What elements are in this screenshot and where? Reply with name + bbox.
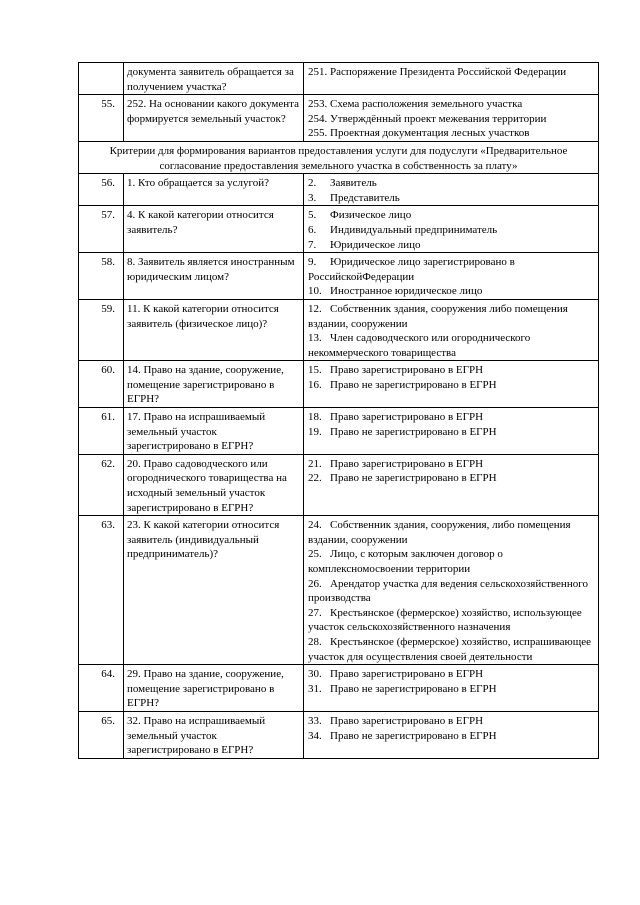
table-row — [79, 206, 599, 253]
answer-text: Заявитель — [330, 177, 377, 190]
answer-text: Крестьянское (фермерское) хозяйство, использующее участок сельскохозяйственного назначения — [308, 606, 582, 634]
answer-text: Право зарегистрировано в ЕГРН — [330, 411, 484, 424]
answer-option — [308, 606, 596, 635]
question-cell: 32. Право на испрашиваемый земельный участок зарегистрировано в ЕГРН? — [124, 711, 304, 758]
answer-number: 9. — [308, 256, 317, 269]
answers-cell — [304, 95, 599, 142]
answer-number: 253. — [308, 98, 328, 111]
answer-option — [308, 410, 596, 425]
answer-number: 3. — [308, 191, 317, 204]
table-row — [79, 711, 599, 758]
answer-number: 5. — [308, 209, 317, 222]
answer-number: 13. — [308, 332, 322, 345]
answer-option — [308, 518, 596, 547]
question-cell: 8. Заявитель является иностранным юридическим лицом? — [124, 253, 304, 300]
answer-option — [308, 112, 596, 127]
answer-text: Крестьянское (фермерское) хозяйство, испрашивающее участок для осуществления своей деятельности — [308, 635, 591, 663]
table-row — [79, 253, 599, 300]
answers-cell — [304, 516, 599, 665]
answers-cell — [304, 361, 599, 408]
criteria-table — [78, 62, 599, 759]
answer-number: 7. — [308, 238, 317, 251]
row-number: 63. — [79, 516, 124, 665]
table-row — [79, 361, 599, 408]
answer-option — [308, 729, 596, 744]
answer-text: Право зарегистрировано в ЕГРН — [330, 364, 484, 377]
answer-option — [308, 378, 596, 393]
answer-number: 19. — [308, 425, 322, 438]
question-cell: 1. Кто обращается за услугой? — [124, 174, 304, 206]
answer-option — [308, 457, 596, 472]
question-cell: 29. Право на здание, сооружение, помещение зарегистрировано в ЕГРН? — [124, 665, 304, 712]
question-cell: 20. Право садоводческого или огороднического товарищества на исходный земельный участок зарегистрировано в ЕГРН? — [124, 454, 304, 515]
answer-option — [308, 363, 596, 378]
answers-cell — [304, 253, 599, 300]
table-row — [79, 408, 599, 455]
answer-number: 12. — [308, 302, 322, 315]
answers-cell — [304, 63, 599, 95]
answer-text: Представитель — [330, 191, 400, 204]
answer-number: 25. — [308, 548, 322, 561]
answer-number: 24. — [308, 519, 322, 532]
answer-option — [308, 284, 596, 299]
answer-option — [308, 126, 596, 141]
row-number: 62. — [79, 454, 124, 515]
table-row — [79, 174, 599, 206]
answer-number: 10. — [308, 285, 322, 298]
table-row — [79, 299, 599, 360]
answers-cell — [304, 206, 599, 253]
question-cell: 17. Право на испрашиваемый земельный участок зарегистрировано в ЕГРН? — [124, 408, 304, 455]
answer-number: 33. — [308, 714, 322, 727]
answer-text: Право зарегистрировано в ЕГРН — [330, 714, 484, 727]
answers-cell — [304, 454, 599, 515]
answers-cell — [304, 711, 599, 758]
row-number: 64. — [79, 665, 124, 712]
answer-option — [308, 577, 596, 606]
answer-number: 34. — [308, 729, 322, 742]
answer-text: Право не зарегистрировано в ЕГРН — [330, 425, 497, 438]
answer-number: 255. — [308, 127, 328, 140]
answer-number: 254. — [308, 112, 328, 125]
answer-option — [308, 302, 596, 331]
answer-text: Право не зарегистрировано в ЕГРН — [330, 729, 497, 742]
answer-text: Собственник здания, сооружения либо помещения вздании, сооружении — [308, 302, 568, 330]
answer-option — [308, 208, 596, 223]
answer-option — [308, 682, 596, 697]
answer-number: 31. — [308, 682, 322, 695]
table-row — [79, 454, 599, 515]
answer-text: Собственник здания, сооружения, либо помещения вздании, сооружении — [308, 519, 571, 546]
row-number: 61. — [79, 408, 124, 455]
answer-number: 27. — [308, 606, 322, 619]
question-cell: 4. К какой категории относится заявитель? — [124, 206, 304, 253]
table-row — [79, 516, 599, 665]
answer-option — [308, 191, 596, 206]
answer-text: Юридическое лицо зарегистрировано в РоссийскойФедерации — [308, 256, 515, 283]
row-number: 59. — [79, 299, 124, 360]
answer-text: Утверждённый проект межевания территории — [330, 112, 547, 125]
answer-option — [308, 97, 596, 112]
answer-number: 26. — [308, 577, 322, 590]
answer-text: Арендатор участка для ведения сельскохозяйственного производства — [308, 577, 588, 605]
answer-number: 18. — [308, 411, 322, 424]
answer-number: 22. — [308, 472, 322, 485]
answer-number: 15. — [308, 364, 322, 377]
answer-option — [308, 331, 596, 360]
question-cell: 11. К какой категории относится заявитель (физическое лицо)? — [124, 299, 304, 360]
answer-option — [308, 667, 596, 682]
row-number: 56. — [79, 174, 124, 206]
answer-text: Право не зарегистрировано в ЕГРН — [330, 378, 497, 391]
answer-option — [308, 714, 596, 729]
answer-text: Право зарегистрировано в ЕГРН — [330, 457, 484, 470]
answer-text: Член садоводческого или огороднического некоммерческого товарищества — [308, 332, 531, 359]
row-number — [79, 63, 124, 95]
answer-option — [308, 425, 596, 440]
answer-number: 251. — [308, 66, 328, 78]
answer-text: Проектная документация лесных участков — [330, 127, 530, 140]
answer-option — [308, 223, 596, 238]
answer-text: Право не зарегистрировано в ЕГРН — [330, 682, 497, 695]
answer-number: 2. — [308, 177, 317, 190]
answers-cell — [304, 174, 599, 206]
row-number: 57. — [79, 206, 124, 253]
answer-option — [308, 255, 596, 284]
table-body-top — [79, 63, 599, 142]
answer-text: Физическое лицо — [330, 209, 412, 222]
answers-cell — [304, 665, 599, 712]
answer-text: Лицо, с которым заключен договор о комплексномосвоении территории — [308, 548, 503, 575]
row-number: 65. — [79, 711, 124, 758]
answer-number: 28. — [308, 635, 322, 648]
row-number: 55. — [79, 95, 124, 142]
table-row — [79, 665, 599, 712]
question-cell: документа заявитель обращается за получением участка? — [124, 63, 304, 95]
question-cell: 23. К какой категории относится заявитель (индивидуальный предприниматель)? — [124, 516, 304, 665]
answer-option — [308, 176, 596, 191]
answer-option — [308, 65, 596, 80]
criteria-heading-row — [79, 141, 599, 173]
answer-text: Право не зарегистрировано в ЕГРН — [330, 472, 497, 485]
answer-option — [308, 635, 596, 664]
answer-option — [308, 547, 596, 576]
question-cell: 14. Право на здание, сооружение, помещение зарегистрировано в ЕГРН? — [124, 361, 304, 408]
table-row — [79, 63, 599, 95]
answer-text: Иностранное юридическое лицо — [330, 285, 483, 298]
answer-text: Схема расположения земельного участка — [330, 98, 523, 111]
answer-text: Распоряжение Президента Российской Федерации — [330, 66, 567, 78]
table-body-main — [79, 174, 599, 759]
answer-text: Юридическое лицо — [330, 238, 421, 251]
answer-text: Индивидуальный предприниматель — [330, 223, 498, 236]
row-number: 58. — [79, 253, 124, 300]
answer-number: 30. — [308, 668, 322, 681]
answer-number: 6. — [308, 223, 317, 236]
answer-option — [308, 238, 596, 253]
answers-cell — [304, 408, 599, 455]
answer-text: Право зарегистрировано в ЕГРН — [330, 668, 484, 681]
question-cell: 252. На основании какого документа формируется земельный участок? — [124, 95, 304, 142]
answer-number: 21. — [308, 457, 322, 470]
answer-option — [308, 471, 596, 486]
row-number: 60. — [79, 361, 124, 408]
answer-number: 16. — [308, 378, 322, 391]
criteria-heading-section — [79, 141, 599, 173]
answers-cell — [304, 299, 599, 360]
criteria-heading: Критерии для формирования вариантов предоставления услуги для подуслуги «Предварительное согласование предоставления земельного участка в собственность за плату» — [79, 141, 599, 173]
table-row — [79, 95, 599, 142]
